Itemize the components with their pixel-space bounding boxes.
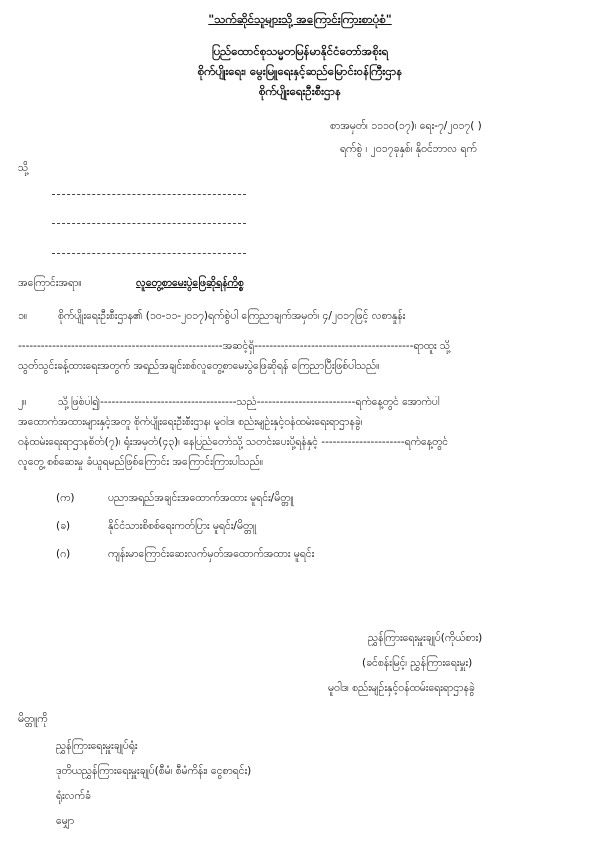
header-line-department: စိုက်ပျိုးရေးဦးစီးဌာန <box>258 84 342 98</box>
document-title: "သက်ဆိုင်သူများသို့ အကြောင်းကြားစာပုံစံ" <box>208 12 392 26</box>
paragraph-1-number: ၁။ <box>18 310 28 322</box>
reference-number: စာအမှတ်၊ ၁၁၁၀(၁၇)၊ ရေး-၇/၂၀၁၇( ) <box>330 120 482 132</box>
paragraph-2-line-2: အထောက်အထားများနှင့်အတူ စိုက်ပျိုးရေးဦးစီးဌာန၊ မူဝါဒ၊ စည်းမျဉ်းနှင့်ဝန်ထမ်းရေးရာဌာနခွဲ၊ <box>18 416 363 428</box>
paragraph-2-number: ၂။ <box>18 396 27 408</box>
header-line-ministry: စိုက်ပျိုးရေး၊ မွေးမြူရေးနှင့်ဆည်မြောင်းဝန်ကြီးဌာန <box>197 64 403 78</box>
date-line: ရက်စွဲ ၊ ၂၀၁၇ခုနှစ်၊ နိုဝင်ဘာလ ရက် <box>340 143 477 155</box>
list-item-text: ကျန်းမာကြောင်းဆေးလက်မှတ်အထောက်အထား မူရင်း <box>108 548 315 560</box>
subject-value: လူတွေ့စာမေးပွဲဖြေဆိုရန်ကိစ္စ <box>136 277 244 289</box>
paragraph-2-line-3: ဝန်ထမ်းရေးရာဌာနစိတ်(၇)၊ ရုံးအမှတ်(၄၃)၊ နေပြည်တော်သို့ သတင်းပေးပို့ရန်နှင့် ----------------------ရက်နေ့တွင် <box>18 436 449 448</box>
list-item-text: ပညာအရည်အချင်းအထောက်အထား မူရင်း/မိတ္တူ <box>108 492 294 504</box>
recipient-line-3 <box>52 253 246 254</box>
copy-recipient: မျှော <box>56 815 75 827</box>
header-line-government: ပြည်ထောင်စုသမ္မတမြန်မာနိုင်ငံတော်အစိုးရ <box>211 44 389 58</box>
copy-recipient: ဒုတိယညွှန်ကြားရေးမှူးချုပ်(စီမံ၊ စီမံကိန်း၊ ငွေစာရင်း) <box>56 765 252 777</box>
subject-label: အကြောင်းအရာ။ <box>18 277 82 289</box>
signature-name: (ခင်စန်းမြင့်၊ ညွှန်ကြားရေးမှူး) <box>362 657 473 669</box>
paragraph-2-line-1: သို့ဖြစ်ပါ၍------------------------------------သည်--------------------------ရက်နေ့တွင် အောက်ပါ <box>58 396 440 408</box>
paragraph-2-line-4: လူတွေ့ စစ်ဆေးမှု ခံယူရမည်ဖြစ်ကြောင်း အကြောင်းကြားပါသည်။ <box>18 456 264 468</box>
recipient-line-2 <box>52 223 246 224</box>
paragraph-1-line-3: သွတ်သွင်းခန့်ထားရေးအတွက် အရည်အချင်းစစ်လူတွေ့စာမေးပွဲဖြေဆိုရန် ကြေညာပြီးဖြစ်ပါသည်။ <box>18 360 380 372</box>
copy-recipient: ညွှန်ကြားရေးမှူးချုပ်ရုံး <box>56 740 138 752</box>
signature-title: ညွှန်ကြားရေးမှူးချုပ်(ကိုယ်စား) <box>368 632 483 644</box>
list-item-marker: (က) <box>56 492 75 504</box>
paragraph-1-line-2: ------------------------------------------------------အဆင့်ရှိ------------------------------------------ရာထူး သို့ <box>18 340 451 352</box>
recipient-line-1 <box>52 194 246 195</box>
list-item-marker: (ခ) <box>56 520 71 532</box>
signature-section: မူဝါဒ၊ စည်းမျဉ်းနှင့်ဝန်ထမ်းရေးရာဌာနခွဲ <box>328 682 475 694</box>
list-item-marker: (ဂ) <box>56 548 71 560</box>
list-item-text: နိုင်ငံသားစိစစ်ရေးကတ်ပြား မူရင်း/မိတ္တူ <box>108 520 257 532</box>
copy-recipient: ရုံးလက်ခံ <box>56 790 91 802</box>
copy-to-label: မိတ္တူကို <box>18 713 48 725</box>
to-label: သို့ <box>18 162 29 174</box>
paragraph-1-text: စိုက်ပျိုးရေးဦးစီးဌာန၏ (၁၀-၁၁-၂၀၁၇)ရက်စွဲပါ ကြေညာချက်အမှတ်၊ ၄/၂၀၁၇ဖြင့် လစာနှုန်း <box>58 310 406 322</box>
